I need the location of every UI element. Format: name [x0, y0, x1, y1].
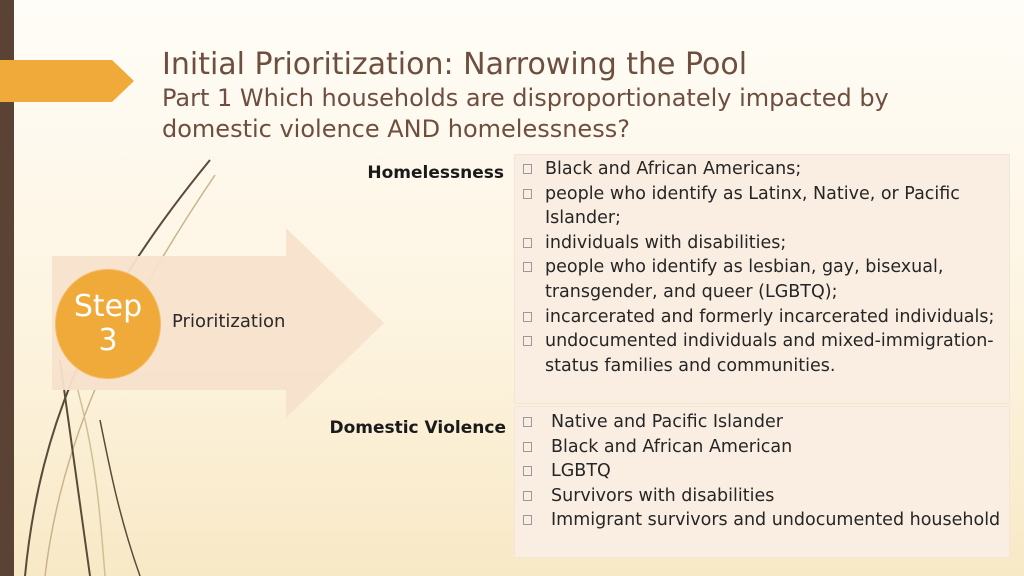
bullet-box-icon	[523, 262, 532, 272]
bullet-box-icon	[523, 189, 532, 199]
bullet-box-icon	[523, 417, 532, 427]
bullet-box-icon	[523, 491, 532, 501]
list-item: Black and African American	[521, 435, 1001, 460]
homelessness-box	[514, 154, 1010, 404]
bullet-box-icon	[523, 515, 532, 525]
list-item: individuals with disabilities;	[521, 231, 1001, 256]
list-item: people who identify as lesbian, gay, bisexual, transgender, and queer (LGBTQ);	[521, 255, 1001, 304]
bullet-box-icon	[523, 336, 532, 346]
bullet-box-icon	[523, 164, 532, 174]
step-circle	[56, 270, 160, 378]
list-item: incarcerated and formerly incarcerated individuals;	[521, 305, 1001, 330]
title-main: Initial Prioritization: Narrowing the Pool	[162, 47, 748, 82]
list-item: Native and Pacific Islander	[521, 410, 1001, 435]
domestic-violence-label: Domestic Violence	[329, 418, 506, 438]
bullet-box-icon	[523, 238, 532, 248]
domestic-violence-list	[521, 410, 1001, 533]
bullet-box-icon	[523, 312, 532, 322]
list-item: Black and African Americans;	[521, 157, 1001, 182]
list-item: LGBTQ	[521, 459, 1001, 484]
step-number: 3	[98, 323, 118, 358]
list-item: Survivors with disabilities	[521, 484, 1001, 509]
title-subtitle: Part 1 Which households are disproportionately impacted by domestic violence AND homelessness?	[162, 84, 889, 143]
step-word: Step	[73, 289, 143, 324]
homelessness-label: Homelessness	[367, 163, 504, 183]
list-item: people who identify as Latinx, Native, or Pacific Islander;	[521, 182, 1001, 231]
bullet-box-icon	[523, 466, 532, 476]
accent-arrow-shape	[0, 60, 134, 102]
list-item: Immigrant survivors and undocumented household	[521, 508, 1001, 533]
list-item: undocumented individuals and mixed-immigration-status families and communities.	[521, 329, 1001, 378]
domestic-violence-box	[514, 406, 1010, 558]
homelessness-list	[521, 157, 1001, 378]
slide-title	[162, 47, 982, 145]
bullet-box-icon	[523, 442, 532, 452]
step-label: Prioritization	[172, 311, 286, 332]
